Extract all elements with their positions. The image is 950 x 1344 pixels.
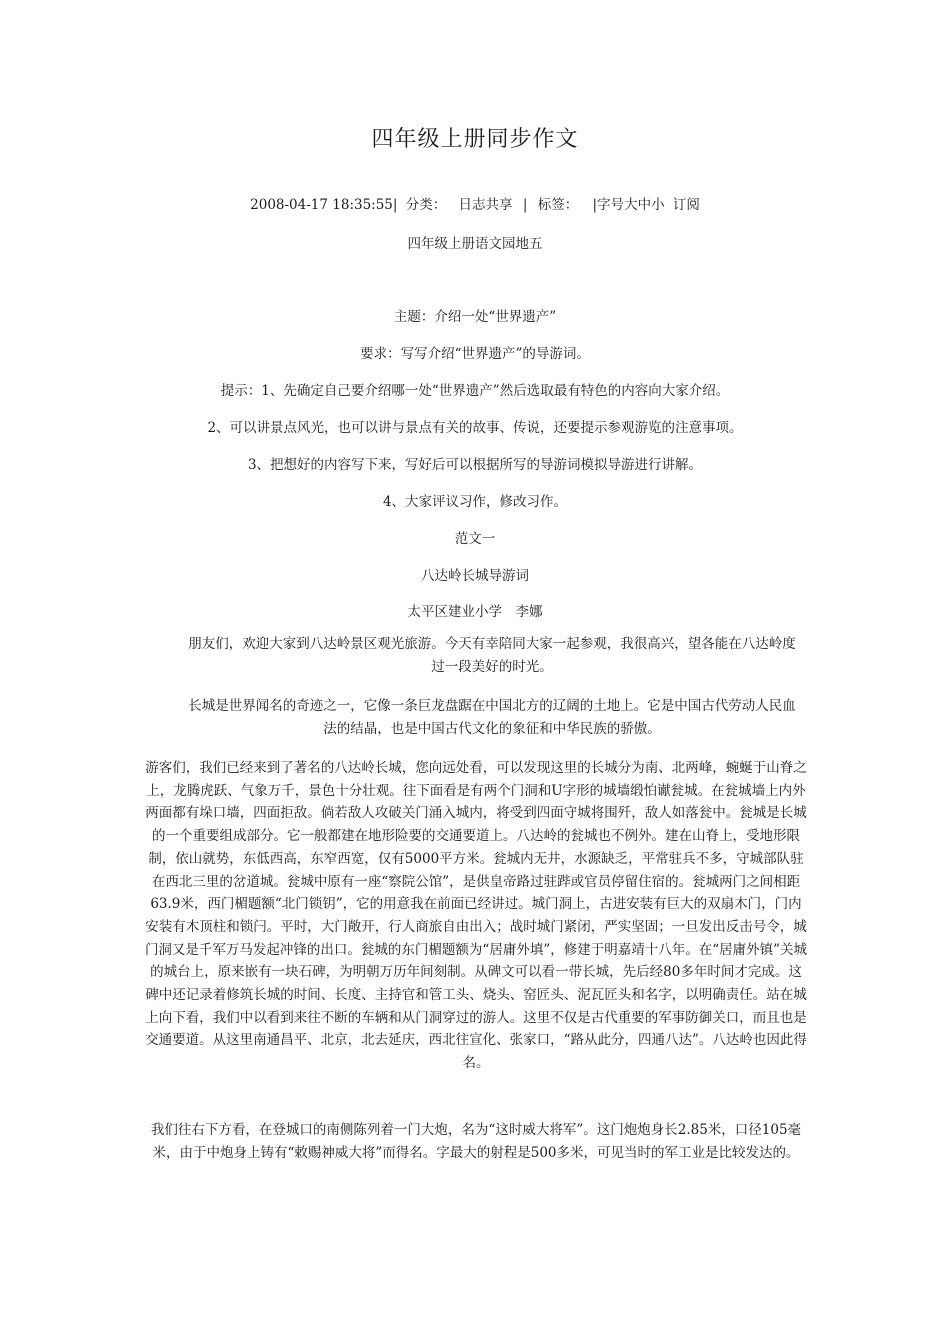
subscribe-link[interactable]: 订阅 <box>672 197 700 213</box>
assignment-topic: 主题：介绍一处“世界遗产” <box>393 309 557 325</box>
font-size-label: |字号 <box>592 197 625 213</box>
tip-item: 2、可以讲景点风光，也可以讲与景点有关的故事、传说，还要提示参观游览的注意事项。 <box>207 420 743 436</box>
tip-item: 提示：1、先确定自己要介绍哪一处“世界遗产”然后选取最有特色的内容向大家介绍。 <box>220 383 730 399</box>
essay-paragraph: 长城是世界闻名的奇迹之一，它像一条巨龙盘踞在中国北方的辽阔的土地上。它是中国古代劳动人民血法的结晶，也是中国古代文化的象征和中华民族的骄傲。 <box>188 698 796 737</box>
font-size-small-link[interactable]: 小 <box>651 197 665 213</box>
subtitle: 四年级上册语文园地五 <box>407 236 543 252</box>
font-size-large-link[interactable]: 大 <box>624 197 638 213</box>
essay-author: 太平区建业小学 李娜 <box>407 604 543 620</box>
essay-paragraph: 朋友们，欢迎大家到八达岭景区观光旅游。今天有幸陪同大家一起参观，我很高兴，望各能在八达岭度过一段美好的时光。 <box>188 636 796 675</box>
post-datetime: 2008-04-17 18:35:55| <box>250 197 398 213</box>
tip-item: 3、把想好的内容写下来，写好后可以根据所写的导游词模拟导游进行讲解。 <box>247 457 703 473</box>
tags-label: 标签： <box>537 197 579 213</box>
post-meta-bar <box>0 193 950 213</box>
meta-separator: | <box>522 197 528 213</box>
category-link[interactable]: 日志共享 <box>458 197 513 213</box>
tip-item: 4、大家评议习作，修改习作。 <box>382 494 568 510</box>
category-label: 分类： <box>405 197 447 213</box>
sample-heading: 范文一 <box>454 531 496 547</box>
assignment-requirement: 要求：写写介绍“世界遗产”的导游词。 <box>360 346 590 362</box>
essay-paragraph: 游客们，我们已经来到了著名的八达岭长城，您向远处看，可以发现这里的长城分为南、北两峰，蜿蜒于山脊之上，龙腾虎跃、气象万千，景色十分壮观。往下面看是有两个门洞和U字形的城墙缎怕谳瓮城。在瓮城墙上内外两面都有垛口墙，四面拒敌。倘若敌人攻破关门涌入城内，将受到四面守城将围歼，敌人如落瓮中。瓮城是长城的一个重要组成部分。它一般都建在地形险要的交通要道上。八达岭的瓮城也不例外。建在山脊上，受地形限制，依山就势，东低西高，东窄西宽，仅有5000平方米。瓮城内无井，水源缺乏，平常驻兵不多，守城部队驻在西北三里的岔道城。瓮城中原有一座“察院公馆”，是供皇帝路过驻跸或官员停留住宿的。瓮城两门之间相距63.9米，西门楣题额“北门锁钥”，它的用意我在前面已经讲过。城门洞上，古进安装有巨大的双扇木门，门内安装有木顶柱和锁闩。平时，大门敞开，行人商旅自由出入；战时城门紧闭，严实坚固；一旦发出反击号令，城门洞又是千军万马发起冲锋的出口。瓮城的东门楣题额为“居庸外填”，修建于明嘉靖十八年。在“居庸外镇”关城的城台上，原来嵌有一块石碑，为明朝万历年间刻制。从碑文可以看一带长城，先后经80多年时间才完成。这碑中还记录着修筑长城的时间、长度、主持官和管工头、烧头、窑匠头、泥瓦匠头和名字，以明确责任。站在城上向下看，我们中以看到来往不断的车辆和从门洞穿过的游人。这里不仅是古代重要的军事防御关口，而且也是交通要道。从这里南通昌平、北京，北去延庆，西北往宣化、张家口，“路从此分，四通八达”。八达岭也因此得名。 <box>144 760 808 1072</box>
essay-paragraph: 我们往右下方看，在登城口的南侧陈列着一门大炮，名为“这时威大将军”。这门炮炮身长2.85米，口径105毫米，由于中炮身上铸有“敕赐神威大将”而得名。字最大的射程是500多米，可见当时的军工业是比较发达的。 <box>150 1122 802 1161</box>
essay-title: 八达岭长城导游词 <box>421 568 529 584</box>
font-size-medium-link[interactable]: 中 <box>637 197 652 213</box>
page-title: 四年级上册同步作文 <box>371 127 579 152</box>
